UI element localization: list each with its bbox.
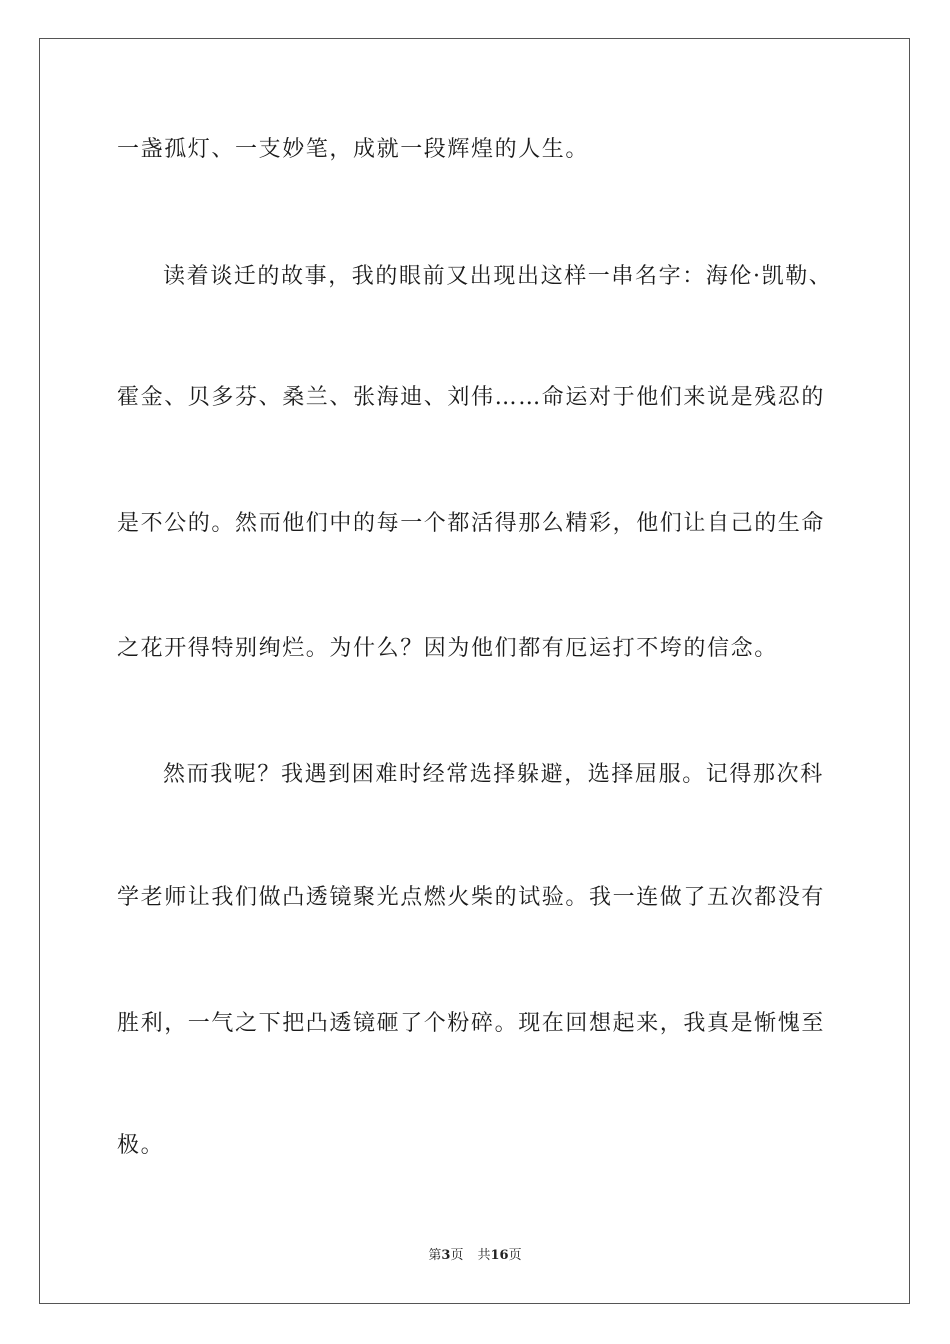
text-line: 极。 bbox=[117, 1133, 165, 1158]
total-page-number: 16 bbox=[490, 1248, 509, 1263]
paragraph-first-line: 然而我呢？我遇到困难时经常选择躲避，选择屈服。记得那次科 bbox=[163, 762, 824, 787]
page-suffix: 页 bbox=[450, 1248, 464, 1263]
paragraph-first-line: 读着谈迁的故事，我的眼前又出现出这样一串名字：海伦·凯勒、 bbox=[163, 264, 833, 289]
page-prefix: 第 bbox=[428, 1248, 442, 1263]
text-line: 霍金、贝多芬、桑兰、张海迪、刘伟……命运对于他们来说是残忍的 bbox=[117, 385, 826, 410]
current-page-number: 3 bbox=[441, 1248, 451, 1263]
page-border bbox=[39, 38, 910, 1304]
text-line: 胜利，一气之下把凸透镜砸了个粉碎。现在回想起来，我真是惭愧至 bbox=[117, 1011, 826, 1036]
text-line: 之花开得特别绚烂。为什么？因为他们都有厄运打不垮的信念。 bbox=[117, 636, 778, 661]
total-suffix: 页 bbox=[508, 1248, 522, 1263]
text-line: 一盏孤灯、一支妙笔，成就一段辉煌的人生。 bbox=[117, 137, 590, 162]
text-line: 是不公的。然而他们中的每一个都活得那么精彩，他们让自己的生命 bbox=[117, 511, 826, 536]
page-footer bbox=[0, 1247, 950, 1265]
text-line: 学老师让我们做凸透镜聚光点燃火柴的试验。我一连做了五次都没有 bbox=[117, 885, 826, 910]
total-prefix: 共 bbox=[477, 1248, 491, 1263]
